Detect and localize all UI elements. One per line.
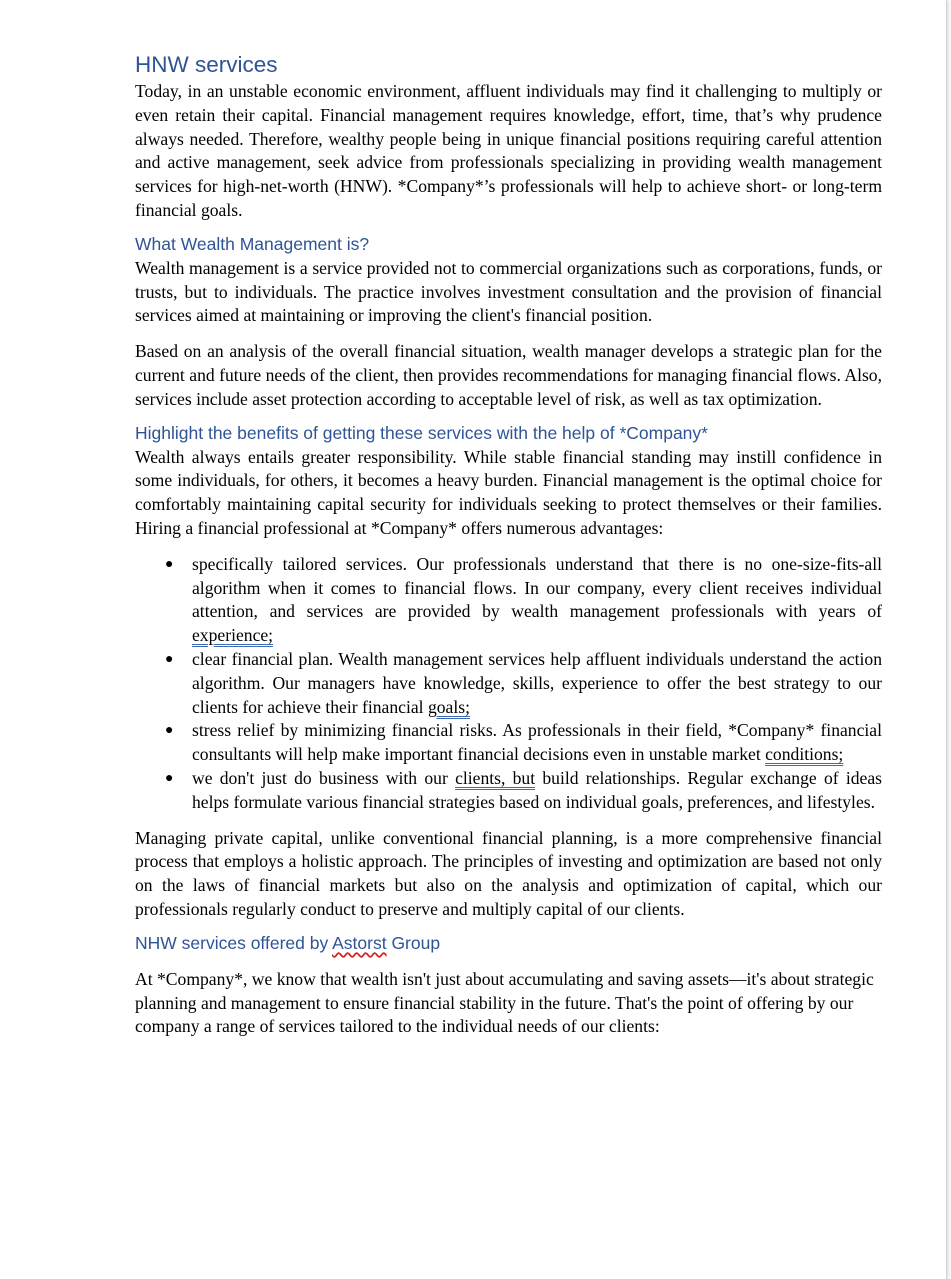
page-title: HNW services — [135, 52, 278, 77]
heading-text-pre: NHW services offered by — [135, 932, 333, 953]
grammar-suggestion-mark[interactable]: experience; — [192, 625, 274, 646]
grammar-suggestion-mark[interactable]: goals; — [427, 696, 470, 717]
bullet-icon: ● — [165, 723, 174, 739]
what-is-paragraph-1: Wealth management is a service provided not to commercial organizations such as corporations, funds, or trusts, but to individuals. The practice involves investment consultation and the provision of financial services aimed at maintaining or improving the client's financial position. — [135, 257, 882, 326]
list-item — [135, 648, 882, 719]
list-item-text: clear financial plan. Wealth management services help affluent individuals understand the action algorithm. Our managers have knowledge, skills, experience to offer the best strategy to our clients for achieve their financial — [192, 648, 882, 717]
bullet-icon: ● — [165, 651, 174, 667]
list-item-text-after: build relationships. Regular exchange of ideas helps formulate various financial strategies based on individual goals, preferences, and lifestyles. — [192, 767, 882, 812]
services-offered-paragraph: At *Company*, we know that wealth isn't just about accumulating and saving assets—it's about strategic planning and management to ensure financial stability in the future. That's the point of offering by our company a range of services tailored to the individual needs of our clients: — [135, 968, 874, 1037]
benefits-paragraph-1: Wealth always entails greater responsibility. While stable financial standing may instill confidence in some individuals, for others, it becomes a heavy burden. Financial management is the optimal choice for comfortably maintaining capital security for individuals seeking to protect themselves or their families. Hiring a financial professional at *Company* offers numerous advantages: — [135, 446, 882, 538]
section-heading-benefits: Highlight the benefits of getting these services with the help of *Company* — [135, 422, 708, 443]
bullet-icon: ● — [165, 556, 174, 572]
list-item — [135, 719, 882, 767]
grammar-suggestion-mark[interactable]: conditions; — [765, 744, 844, 765]
grammar-suggestion-mark[interactable]: clients, but — [455, 767, 536, 788]
list-item — [135, 767, 882, 815]
what-is-paragraph-2: Based on an analysis of the overall financial situation, wealth manager develops a strategic plan for the current and future needs of the client, then provides recommendations for managing financial flows. Also, services include asset protection according to acceptable level of risk, as well as tax optimization. — [135, 341, 882, 409]
list-item-text: specifically tailored services. Our professionals understand that there is no one-size-fits-all algorithm when it comes to financial flows. In our company, every client receives individual attention, and services are provided by wealth management professionals with years of — [192, 553, 882, 622]
heading-text-post: Group — [386, 932, 441, 953]
section-heading-services-offered — [135, 932, 882, 954]
benefits-paragraph-2: Managing private capital, unlike conventional financial planning, is a more comprehensive financial process that employs a holistic approach. The principles of investing and optimization are based not only on the laws of financial markets but also on the analysis and optimization of capital, which our professionals regularly conduct to preserve and multiply capital of our clients. — [135, 827, 882, 919]
bullet-icon: ● — [165, 770, 174, 786]
spelling-error-mark[interactable]: Astorst — [332, 932, 387, 953]
list-item-text: we don't just do business with our — [192, 767, 456, 788]
benefits-list — [135, 553, 882, 815]
list-item — [135, 553, 882, 648]
document-body[interactable] — [135, 50, 882, 1051]
section-heading-what-is: What Wealth Management is? — [135, 233, 370, 254]
list-item-text: stress relief by minimizing financial risks. As professionals in their field, *Company* financial consultants will help make important financial decisions even in unstable market — [192, 720, 882, 765]
intro-paragraph: Today, in an unstable economic environment, affluent individuals may find it challenging to multiply or even retain their capital. Financial management requires knowledge, effort, time, that’s why prudence always needed. Therefore, wealthy people being in unique financial positions requiring careful attention and active management, seek advice from professionals specializing in providing wealth management services for high-net-worth (HNW). *Company*’s professionals will help to achieve short- or long-term financial goals. — [135, 81, 882, 220]
